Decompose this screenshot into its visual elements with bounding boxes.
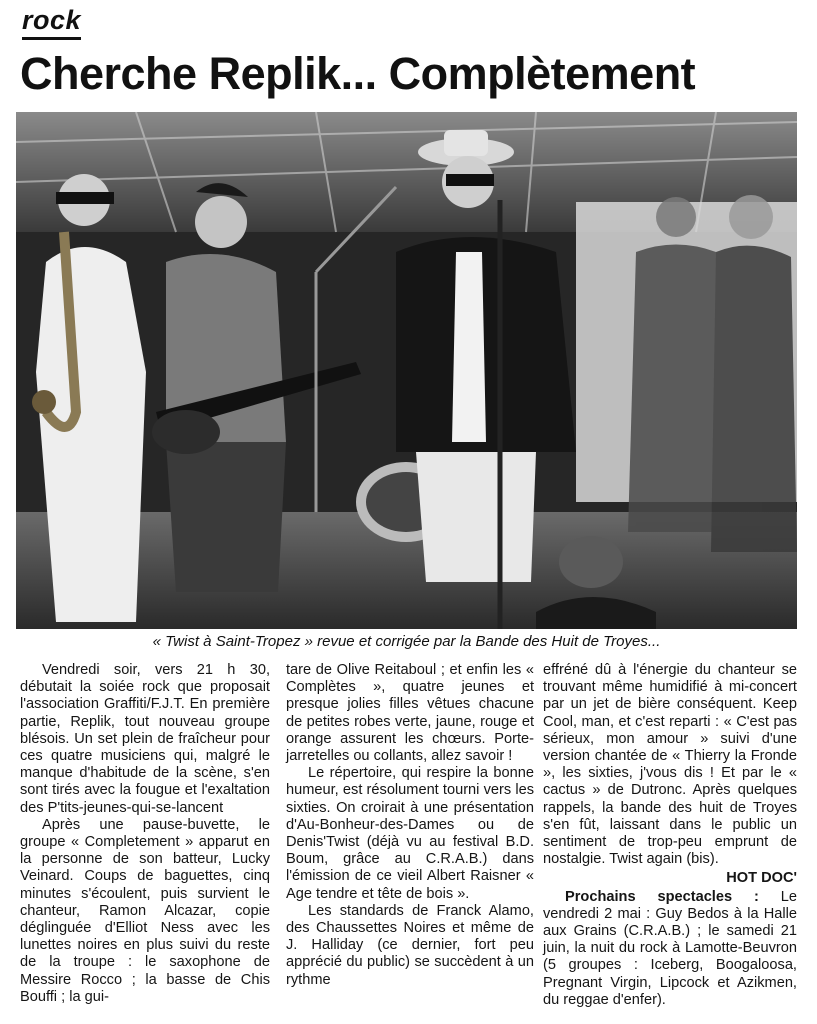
photo-caption: « Twist à Saint-Tropez » revue et corrigée par la Bande des Huit de Troyes... — [152, 633, 661, 650]
paragraph: Le répertoire, qui respire la bonne humeur, est résolument tourni vers les sixties. On croirait à une présentation d'Au-Bonheur-des-Dames ou de Denis'Twist (déjà vu au festival B.D. Boum, grâce au C.R.A.B.) dans l'émission de ce vieil Albert Raisner « Age tendre et tête de bois ». — [286, 765, 534, 902]
paragraph: effréné dû à l'énergie du chanteur se trouvant même humidifié à mi-concert par un jet de bière conséquent. Keep Cool, man, et c'est reparti : « C'est pas sérieux, mon amour » suivi d'une version chantée de « Thierry la Fronde », les sixties, j'vous dis ! Et par le « cactus » de Dutronc. Après quelques rappels, la bande des huit de Troyes s'en fût, laissant dans le public un sentiment de trop-peu emprunt de nostalgie. Twist again (bis). — [543, 662, 797, 868]
section-label: rock — [22, 4, 81, 40]
article-column-1 — [20, 662, 270, 1006]
band-photo — [16, 112, 797, 629]
article-column-2 — [286, 662, 534, 989]
author-signature: HOT DOC' — [726, 870, 797, 887]
paragraph: Les standards de Franck Alamo, des Chaussettes Noires et même de J. Halliday (ce dernier, fort peu apprécié du public) se succèdent à un rythme — [286, 902, 534, 988]
paragraph: tare de Olive Reitaboul ; et enfin les « Complètes », quatre jeunes et presque jolies filles vêtues chacune de petites robes verte, jaune, rouge et orange assurent les chœurs. Porte-jarretelles ou collants, allez savoir ! — [286, 662, 534, 765]
paragraph: Vendredi soir, vers 21 h 30, débutait la soiée rock que proposait l'association Graffiti/F.J.T. En première partie, Replik, tout nouveau groupe blésois. Un set plein de fraîcheur pour ces quatre musiciens qui, malgré le manque d'habitude de la scène, s'en sont tirés avec la fougue et l'exaltation des P'tits-jeunes-qui-se-lancent — [20, 662, 270, 816]
headline: Cherche Replik... Complètement — [20, 48, 696, 99]
prochains-paragraph — [543, 889, 797, 1009]
prochains-text: Le vendredi 2 mai : Guy Bedos à la Halle aux Grains (C.R.A.B.) ; le samedi 21 juin, la nuit du rock à Lamotte-Beuvron (5 groupes : Iceberg, Boogaloosa, Pregnant Virgin, Lipcock et Azikmen, du reggae d'enfer). — [543, 888, 797, 1008]
article-column-3 — [543, 662, 797, 1009]
paragraph: Après une pause-buvette, le groupe « Completement » apparut en la personne de son batteur, Lucky Veinard. Coups de baguettes, cinq minutes s'écoulent, puis survient le chanteur, Ramon Alcazar, copie déglinguée d'Elliot Ness avec les lunettes noires en plus suivi du reste de la troupe : le saxophone de Messire Rocco ; la basse de Chis Bouffi ; la gui- — [20, 816, 270, 1005]
prochains-label: Prochains spectacles : — [565, 888, 759, 905]
